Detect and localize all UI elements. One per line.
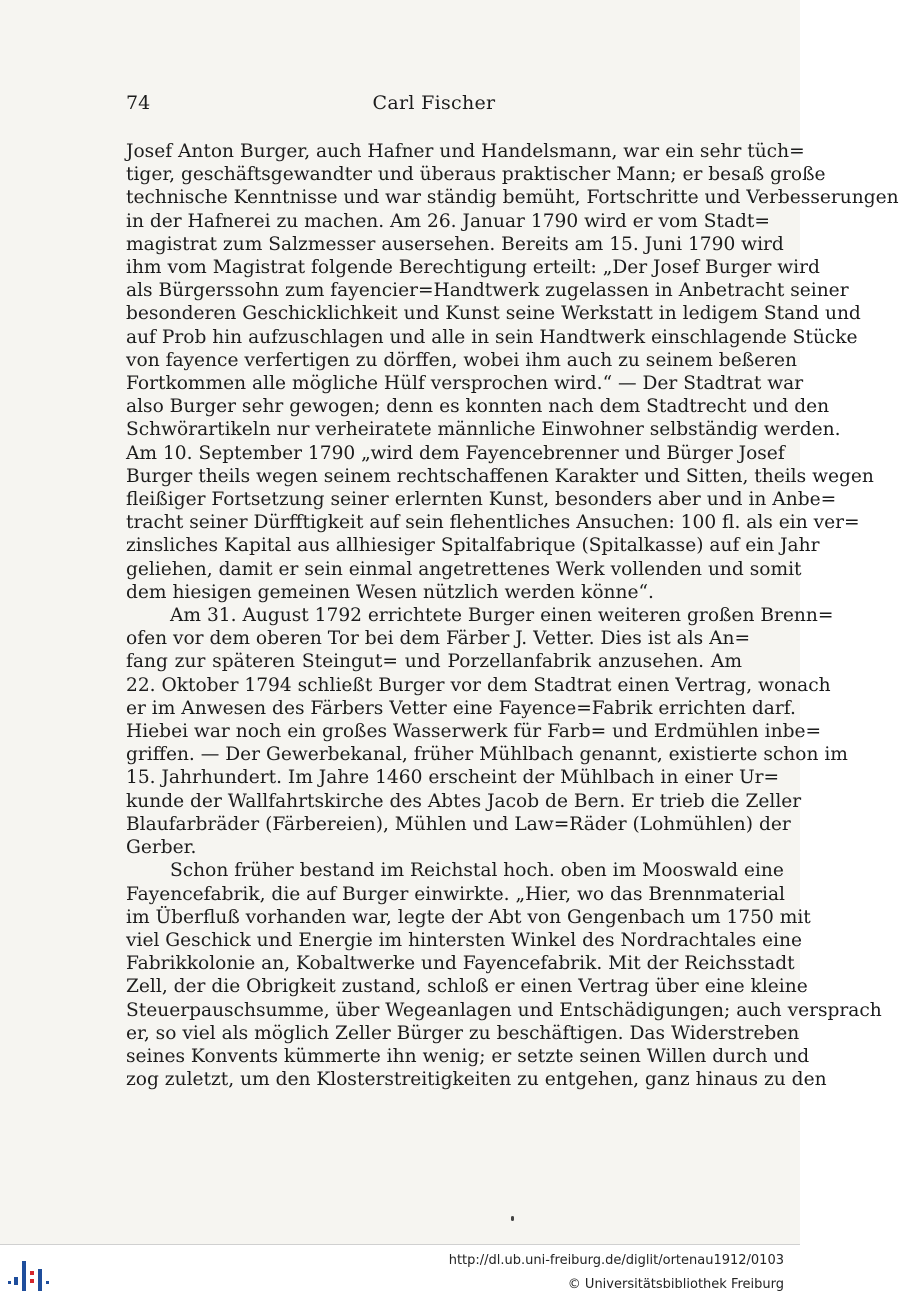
running-head: Carl Fischer [372,92,496,114]
text-line: Burger theils wegen seinem rechtschaffenen Karakter und Sitten, theils wegen [126,465,874,487]
text-line: tiger, geschäftsgewandter und überaus praktischer Mann; er besaß große [126,164,826,186]
copyright-notice: © Universitätsbibliothek Freiburg [567,1277,784,1292]
permalink-url[interactable]: http://dl.ub.uni-freiburg.de/diglit/ortenau1912/0103 [448,1253,784,1268]
text-line: er, so viel als möglich Zeller Bürger zu beschäftigen. Das Widerstreben [126,1022,800,1044]
text-line: von fayence verfertigen zu dörffen, wobei ihm auch zu seinem beßeren [126,349,798,371]
text-line: geliehen, damit er sein einmal angetrettenes Werk vollenden und somit [126,558,802,580]
text-line: also Burger sehr gewogen; denn es konnten nach dem Stadtrecht und den [126,396,830,418]
text-line: 15. Jahrhundert. Im Jahre 1460 erscheint der Mühlbach in einer Ur= [126,767,780,789]
text-line: 22. Oktober 1794 schließt Burger vor dem Stadtrat einen Vertrag, wonach [126,674,831,696]
text-line: zinsliches Kapital aus allhiesiger Spitalfabrique (Spitalkasse) auf ein Jahr [126,535,820,557]
text-line: besonderen Geschicklichkeit und Kunst seine Werkstatt in ledigem Stand und [126,303,861,325]
paragraph [126,604,848,859]
text-line: zog zuletzt, um den Klosterstreitigkeiten zu entgehen, ganz hinaus zu den [126,1069,827,1091]
text-line: Hiebei war noch ein großes Wasserwerk für Farb= und Erdmühlen inbe= [126,721,822,743]
text-line: im Überfluß vorhanden war, legte der Abt von Gengenbach um 1750 mit [126,906,811,928]
text-line: Steuerpauschsumme, über Wegeanlagen und Entschädigungen; auch versprach [126,999,882,1021]
ub-freiburg-logo-icon [8,1257,52,1295]
text-line: seines Konvents kümmerte ihn wenig; er setzte seinen Willen durch und [126,1045,810,1067]
text-line: viel Geschick und Energie im hintersten Winkel des Nordrachtales eine [126,929,802,951]
text-line: Fortkommen alle mögliche Hülf versprochen wird.“ — Der Stadtrat war [126,373,804,395]
text-line: technische Kenntnisse und war ständig bemüht, Fortschritte und Verbesserungen [126,187,899,209]
paragraph [126,140,899,604]
text-line: dem hiesigen gemeinen Wesen nützlich werden könne“. [126,581,654,603]
text-line: tracht seiner Dürfftigkeit auf sein flehentliches Ansuchen: 100 fl. als ein ver= [126,512,860,534]
text-line: Fabrikkolonie an, Kobaltwerke und Fayencefabrik. Mit der Reichsstadt [126,953,795,975]
text-line: auf Prob hin aufzuschlagen und alle in sein Handtwerk einschlagende Stücke [126,326,858,348]
paragraph [126,859,882,1091]
text-line: Gerber. [126,837,197,859]
text-line: ihm vom Magistrat folgende Berechtigung erteilt: „Der Josef Burger wird [126,257,820,279]
text-line: griffen. — Der Gewerbekanal, früher Mühlbach genannt, existierte schon im [126,744,848,766]
text-line: Schon früher bestand im Reichstal hoch. oben im Mooswald eine [170,860,784,882]
page-header [126,92,742,122]
text-line: Am 10. September 1790 „wird dem Fayencebrenner und Bürger Josef [126,442,785,464]
text-line: Josef Anton Burger, auch Hafner und Handelsmann, war ein sehr tüch= [126,141,805,162]
text-line: ofen vor dem oberen Tor bei dem Färber J. Vetter. Dies ist als An= [126,628,751,650]
text-line: Zell, der die Obrigkeit zustand, schloß er einen Vertrag über eine kleine [126,976,808,998]
text-line: Fayencefabrik, die auf Burger einwirkte. „Hier, wo das Brennmaterial [126,883,785,905]
text-line: er im Anwesen des Färbers Vetter eine Fayence=Fabrik errichten darf. [126,697,796,719]
text-line: magistrat zum Salzmesser ausersehen. Bereits am 15. Juni 1790 wird [126,233,784,255]
ink-speck [511,1216,514,1221]
text-line: in der Hafnerei zu machen. Am 26. Januar 1790 wird er vom Stadt= [126,210,770,232]
text-line: kunde der Wallfahrtskirche des Abtes Jacob de Bern. Er trieb die Zeller [126,790,802,812]
text-line: fleißiger Fortsetzung seiner erlernten Kunst, besonders aber und in Anbe= [126,489,837,511]
page-number: 74 [126,92,151,114]
text-line: fang zur späteren Steingut= und Porzellanfabrik anzusehen. Am [126,651,742,673]
footer-bar [0,1244,800,1303]
body-text [126,140,899,1091]
text-line: als Bürgerssohn zum fayencier=Handtwerk zugelassen in Anbetracht seiner [126,280,849,302]
text-line: Am 31. August 1792 errichtete Burger einen weiteren großen Brenn= [170,605,834,627]
text-line: Schwörartikeln nur verheiratete männliche Einwohner selbständig werden. [126,419,841,441]
text-line: Blaufarbräder (Färbereien), Mühlen und Law=Räder (Lohmühlen) der [126,813,791,835]
